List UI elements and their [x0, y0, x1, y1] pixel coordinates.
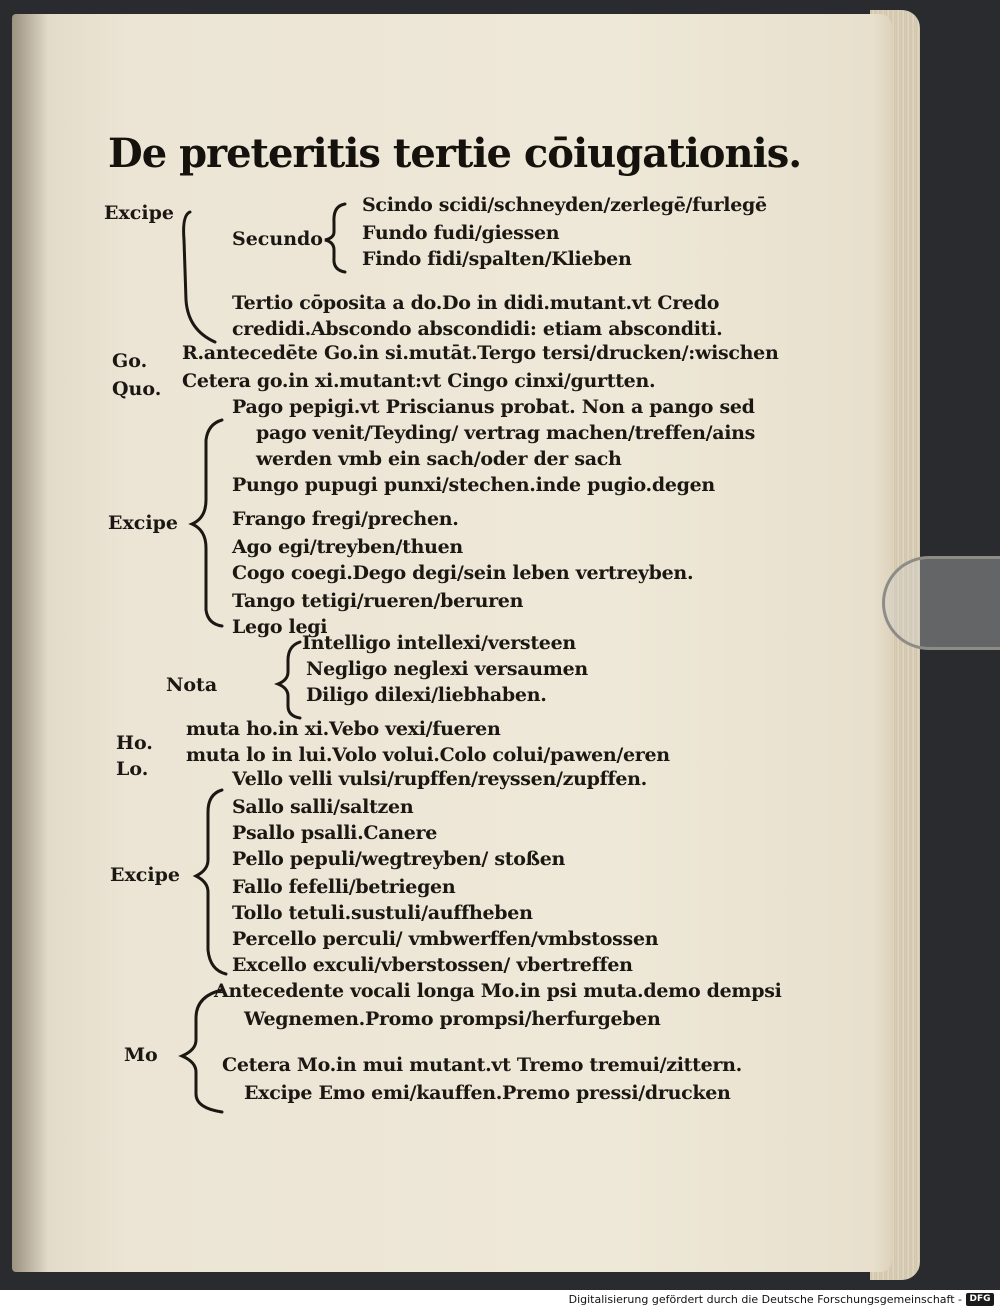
text-line: Percello perculi/ vmbwerffen/vmbstossen	[232, 928, 659, 950]
label-nota: Nota	[166, 674, 218, 696]
text-line: Excello exculi/vberstossen/ vbertreffen	[232, 954, 633, 976]
text-line: credidi.Abscondo abscondidi: etiam absconditi.	[232, 318, 723, 340]
text-line: Lego legi	[232, 616, 328, 638]
text-line: Pello pepuli/wegtreyben/ stoßen	[232, 848, 566, 870]
footer-credit: Digitalisierung gefördert durch die Deutsche Forschungsgemeinschaft -	[568, 1293, 962, 1306]
text-line: Pago pepigi.vt Priscianus probat. Non a pango sed	[232, 396, 755, 418]
text-line: Fundo fudi/giessen	[362, 222, 560, 244]
text-line: werden vmb ein sach/oder der sach	[256, 448, 622, 470]
text-line: Cetera go.in xi.mutant:vt Cingo cinxi/gurtten.	[182, 370, 656, 392]
label-mo: Mo	[124, 1044, 158, 1066]
dfg-logo-icon: DFG	[966, 1293, 994, 1306]
text-line: Tollo tetuli.sustuli/auffheben	[232, 902, 533, 924]
label-quo: Quo.	[112, 378, 162, 400]
label-lo: Lo.	[116, 758, 149, 780]
text-line: Tertio cōposita a do.Do in didi.mutant.vt Credo	[232, 292, 720, 314]
text-line: Intelligo intellexi/versteen	[302, 632, 576, 654]
text-line: Cetera Mo.in mui mutant.vt Tremo tremui/zittern.	[222, 1054, 742, 1076]
label-excipe-2: Excipe	[108, 512, 178, 534]
text-line: Scindo scidi/schneyden/zerlegē/furlegē	[362, 194, 767, 216]
text-line: Diligo dilexi/liebhaben.	[306, 684, 547, 706]
text-line: Vello velli vulsi/rupffen/reyssen/zupffen.	[232, 768, 647, 790]
text-line: Antecedente vocali longa Mo.in psi muta.demo dempsi	[214, 980, 782, 1002]
text-line: Excipe Emo emi/kauffen.Premo pressi/drucken	[244, 1082, 731, 1104]
label-excipe-3: Excipe	[110, 864, 180, 886]
text-line: Tango tetigi/rueren/beruren	[232, 590, 524, 612]
label-go: Go.	[112, 350, 148, 372]
text-line: Psallo psalli.Canere	[232, 822, 438, 844]
text-line: Ago egi/treyben/thuen	[232, 536, 463, 558]
text-line: Sallo salli/saltzen	[232, 796, 414, 818]
brace-excipe-2	[192, 420, 222, 626]
label-ho: Ho.	[116, 732, 153, 754]
text-line: Fallo fefelli/betriegen	[232, 876, 456, 898]
label-excipe-1: Excipe	[104, 202, 174, 224]
text-line: Cogo coegi.Dego degi/sein leben vertreyben.	[232, 562, 694, 584]
text-line: pago venit/Teyding/ vertrag machen/treffen/ains	[256, 422, 756, 444]
text-line: Findo fidi/spalten/Klieben	[362, 248, 632, 270]
brace-nota	[278, 642, 300, 718]
label-secundo: Secundo	[232, 228, 323, 250]
text-line: Wegnemen.Promo prompsi/herfurgeben	[244, 1008, 661, 1030]
brace-excipe-1	[184, 212, 215, 342]
brace-secundo	[325, 204, 345, 272]
text-line: muta ho.in xi.Vebo vexi/fueren	[186, 718, 501, 740]
brace-mo	[182, 990, 222, 1112]
text-line: Pungo pupugi punxi/stechen.inde pugio.degen	[232, 474, 715, 496]
footer-bar	[0, 1290, 1000, 1311]
brace-excipe-3	[196, 790, 226, 974]
text-line: Frango fregi/prechen.	[232, 508, 459, 530]
page-title: De preteritis tertie cōiugationis.	[108, 130, 802, 177]
text-line: R.antecedēte Go.in si.mutāt.Tergo tersi/drucken/:wischen	[182, 342, 779, 364]
text-line: Negligo neglexi versaumen	[306, 658, 588, 680]
text-line: muta lo in lui.Volo volui.Colo colui/pawen/eren	[186, 744, 670, 766]
